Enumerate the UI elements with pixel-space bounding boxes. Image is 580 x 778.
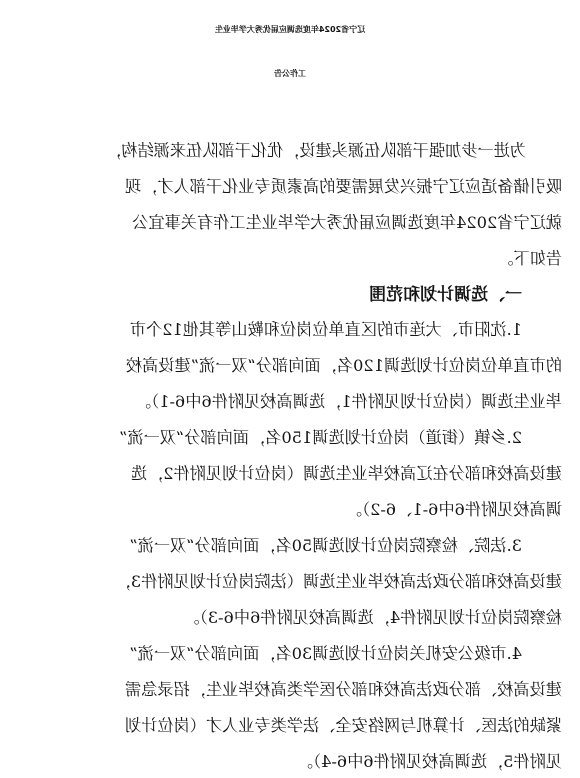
item-line-4: 2.乡镇（街道）岗位计划选调150名，面向部分“双一流”	[119, 428, 522, 447]
item-line-11: 建设高校、部分政法高校和部分医学类高校毕业生，招录急需	[124, 680, 562, 699]
item-line-13: 见附件5，选调高校见附件6中6-4）。	[296, 752, 562, 771]
section-heading: 一、选调计划和范围	[369, 285, 522, 305]
intro-line-4: 告如下。	[497, 249, 562, 268]
intro-line-3: 就辽宁省2024年度选调应届优秀大学毕业生工作有关事宜公	[132, 213, 562, 232]
document-title-line-2: 工作公告	[274, 69, 306, 78]
item-line-5: 建设高校和部分在辽高校毕业生选调（岗位计划见附件2，选	[130, 464, 562, 483]
item-line-1: 1.沈阳市、大连市的区直单位岗位和鞍山等其他12个市	[129, 320, 522, 339]
item-line-10: 4.市级公安机关岗位计划选调30名，面向部分“双一流”	[129, 644, 522, 663]
document-title-line-1: 辽宁省2024年度选调应届优秀大学毕业生	[214, 25, 366, 34]
intro-line-1: 为进一步加强干部队伍源头建设，优化干部队伍来源结构，	[105, 141, 526, 160]
item-line-8: 建设高校和部分政法高校毕业生选调（法院岗位计划见附件3，	[114, 572, 562, 591]
item-line-6: 调高校见附件6中6-1、6-2）。	[345, 500, 562, 519]
item-line-2: 的市直单位岗位计划选调120名，面向部分“双一流”建设高校	[126, 356, 562, 375]
item-line-12: 紧缺的法医、计算机与网络安全、法学类专业人才（岗位计划	[124, 716, 562, 735]
item-line-3: 毕业生选调（岗位计划见附件1，选调高校见附件6中6-1）。	[134, 392, 562, 411]
item-line-7: 3.法院、检察院岗位计划选调50名，面向部分“双一流”	[129, 536, 522, 555]
intro-line-2: 吸引储备适应辽宁振兴发展需要的高素质专业化干部人才，现	[124, 177, 562, 196]
item-line-9: 检察院岗位计划见附件4，选调高校见附件6中6-3）。	[183, 608, 562, 627]
